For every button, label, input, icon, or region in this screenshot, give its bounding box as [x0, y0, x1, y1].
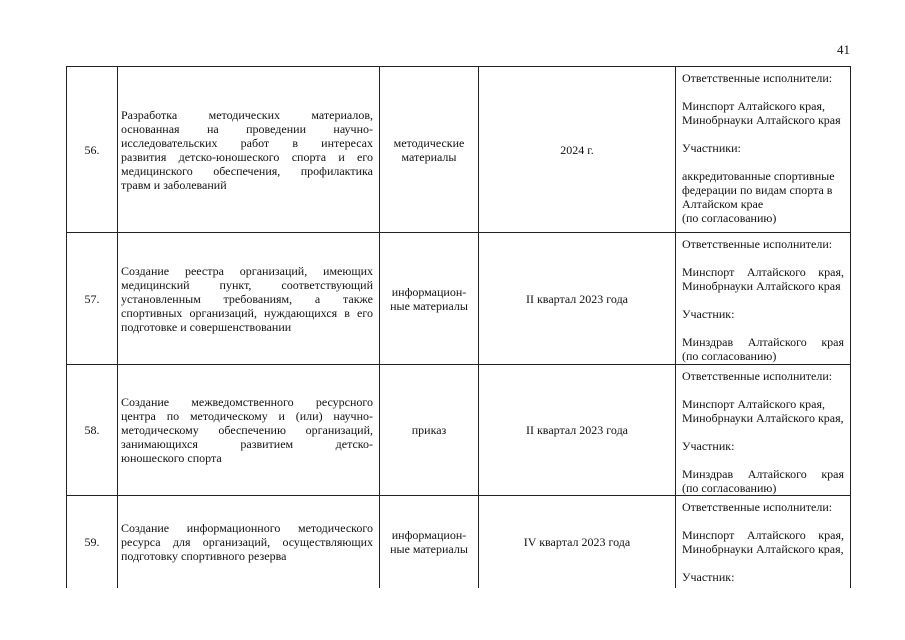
- participants-header: Участник:: [682, 439, 735, 453]
- task-line: методическому обеспечению организаций,: [121, 423, 373, 437]
- responsible-line: Минобрнауки Алтайского края: [682, 113, 841, 127]
- task-description: [118, 67, 380, 233]
- table-row: [67, 496, 851, 588]
- task-line: медицинский пункт, соответствующий: [121, 277, 373, 292]
- deadline: IV квартал 2023 года: [479, 496, 676, 588]
- participant-line: аккредитованные спортивные: [682, 169, 835, 183]
- responsible-header: Ответственные исполнители:: [682, 71, 833, 85]
- task-line: центра по методическому и (или) научно-: [121, 409, 373, 423]
- deadline: II квартал 2023 года: [479, 233, 676, 365]
- measures-table: [66, 66, 851, 588]
- task-line: Создание информационного методического: [121, 520, 373, 535]
- deadline: II квартал 2023 года: [479, 365, 676, 496]
- task-line: юношеского спорта: [121, 451, 222, 465]
- table-row: [67, 365, 851, 496]
- table-row: [67, 233, 851, 365]
- task-line: медицинского обеспечения, профилактика: [121, 163, 373, 178]
- task-line: развития детско-юношеского спорта и его: [121, 149, 373, 164]
- responsible-header: Ответственные исполнители:: [682, 369, 833, 383]
- page-number: 41: [837, 42, 850, 57]
- task-line: Создание реестра организаций, имеющих: [121, 263, 373, 278]
- responsible-cell: [676, 67, 851, 233]
- responsible-line: Минспорт Алтайского края,: [682, 397, 825, 411]
- task-line: ресурса для организаций, осуществляющих: [121, 534, 373, 549]
- participants-header: Участник:: [682, 307, 735, 321]
- row-number: 59.: [67, 496, 118, 588]
- participant-line: (по согласованию): [682, 349, 777, 363]
- task-line: подготовке и совершенствовании: [121, 319, 292, 334]
- row-number: 56.: [67, 67, 118, 233]
- responsible-cell: [676, 233, 851, 365]
- table-row: [67, 67, 851, 233]
- responsible-header: Ответственные исполнители:: [682, 237, 833, 251]
- result-form: информацион-ные материалы: [380, 233, 479, 365]
- participant-line: Минздрав Алтайского края: [682, 467, 844, 481]
- task-line: подготовку спортивного резерва: [121, 548, 287, 563]
- participant-line: Минздрав Алтайского края: [682, 335, 844, 349]
- responsible-line: Минспорт Алтайского края,: [682, 265, 844, 279]
- participant-line: (по согласованию): [682, 211, 777, 225]
- responsible-line: Минспорт Алтайского края,: [682, 528, 844, 542]
- row-number: 58.: [67, 365, 118, 496]
- responsible-line: Минспорт Алтайского края,: [682, 99, 825, 113]
- result-form: информацион-ные материалы: [380, 496, 479, 588]
- participants-header: Участники:: [682, 141, 741, 155]
- task-line: Создание межведомственного ресурсного: [121, 395, 373, 409]
- participant-line: Алтайском крае: [682, 197, 764, 211]
- task-line: травм и заболеваний: [121, 177, 227, 192]
- task-line: спортивных организаций, нуждающихся в его: [121, 305, 373, 320]
- responsible-line: Минобрнауки Алтайского края,: [682, 411, 844, 425]
- deadline: 2024 г.: [479, 67, 676, 233]
- participant-line: федерации по видам спорта в: [682, 183, 833, 197]
- task-line: установленным требованиям, а также: [121, 291, 373, 306]
- task-description: [118, 233, 380, 365]
- task-line: Разработка методических материалов,: [121, 107, 373, 122]
- task-description: [118, 365, 380, 496]
- responsible-cell: [676, 365, 851, 496]
- task-description: [118, 496, 380, 588]
- task-line: исследовательских работ в интересах: [121, 135, 373, 150]
- responsible-cell: [676, 496, 851, 588]
- participant-line: (по согласованию): [682, 481, 777, 495]
- responsible-header: Ответственные исполнители:: [682, 500, 833, 514]
- row-number: 57.: [67, 233, 118, 365]
- responsible-line: Минобрнауки Алтайского края: [682, 279, 841, 293]
- participants-header: Участник:: [682, 570, 735, 584]
- result-form: приказ: [380, 365, 479, 496]
- task-line: основанная на проведении научно-: [121, 121, 373, 136]
- responsible-line: Минобрнауки Алтайского края,: [682, 542, 844, 556]
- result-form: методические материалы: [380, 67, 479, 233]
- task-line: занимающихся развитием детско-: [121, 437, 373, 451]
